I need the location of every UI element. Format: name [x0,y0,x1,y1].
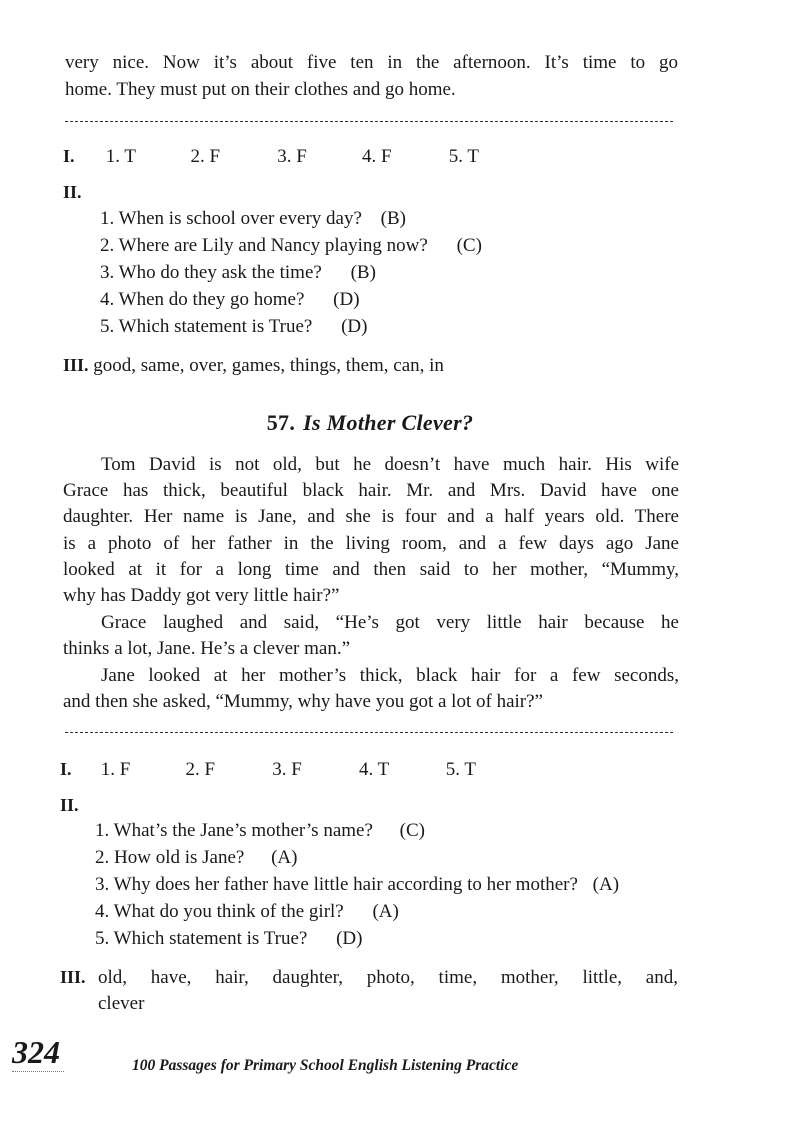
question-text: What do you think of the girl? [113,901,344,922]
question-answer: (C) [456,235,482,256]
s57-part1-answer: 1. F [100,759,131,780]
s56-question-row [100,287,360,314]
question-number: 5. [95,928,110,949]
dashed-divider [65,732,673,733]
s57-part3-label: III. [60,967,86,987]
question-number: 2. [95,847,110,868]
s57-part1-answer: 5. T [445,759,477,780]
s57-part3-words: old, have, hair, daughter, photo, time, mother, little, and, [98,967,678,988]
top-paragraph-line-2: home. They must put on their clothes and go home. [65,79,456,100]
question-text: Why does her father have little hair according to her mother? [113,874,578,895]
page-number: 324 [12,1034,60,1070]
s56-question-row [100,314,367,341]
question-number: 3. [100,262,115,283]
passage-line: Jane looked at her mother’s thick, black hair for a few seconds, [101,665,679,686]
s57-part1-row [60,756,476,784]
question-number: 4. [100,289,115,310]
passage-line: and then she asked, “Mummy, why have you got a lot of hair?” [63,691,543,712]
top-paragraph-line-1: very nice. Now it’s about five ten in the afternoon. It’s time to go [65,52,678,73]
s57-part3-words-cont: clever [98,993,145,1014]
passage-line: Grace laughed and said, “He’s got very little hair because he [101,612,679,633]
page-number-underline [12,1071,64,1072]
s57-question-row [95,845,297,872]
s57-question-row [95,818,425,845]
s56-part3-row [63,352,444,380]
question-number: 2. [100,235,115,256]
s56-part1-label: I. [63,146,75,166]
question-answer: (C) [399,820,425,841]
question-text: Who do they ask the time? [118,262,322,283]
s56-part1-answer: 5. T [448,146,480,167]
passage-line: looked at it for a long time and then said to her mother, “Mummy, [63,559,679,580]
question-text: When is school over every day? [118,208,362,229]
s56-part2-label: II. [63,182,82,202]
s57-part1-label: I. [60,759,72,779]
s56-question-row [100,260,376,287]
s57-part1-answer: 3. F [272,759,302,780]
question-text: When do they go home? [118,289,305,310]
s56-question-row [100,233,482,260]
question-answer: (A) [271,847,298,868]
question-number: 4. [95,901,110,922]
s56-part3-words: good, same, over, games, things, them, can, in [93,355,444,376]
question-text: How old is Jane? [114,847,245,868]
s56-part1-answer: 2. F [190,146,221,167]
question-number: 1. [100,208,115,229]
s56-part3-label: III. [63,355,89,375]
s57-part3-row [60,964,678,992]
question-number: 1. [95,820,110,841]
question-answer: (A) [372,901,399,922]
question-answer: (A) [592,874,620,895]
question-number: 3. [95,874,110,895]
question-answer: (D) [341,316,368,337]
page-title [0,410,740,436]
question-text: What’s the Jane’s mother’s name? [113,820,373,841]
question-answer: (B) [350,262,376,283]
book-title-footer: 100 Passages for Primary School English Listening Practice [132,1057,519,1074]
question-answer: (D) [336,928,363,949]
dashed-divider [65,121,673,122]
passage-line: Tom David is not old, but he doesn’t have much hair. His wife [101,454,679,475]
s56-part1-answer: 1. T [105,146,137,167]
question-text: Where are Lily and Nancy playing now? [118,235,428,256]
s56-part1-answer: 3. F [277,146,307,167]
passage-line: thinks a lot, Jane. He’s a clever man.” [63,638,351,659]
s57-question-row [95,872,619,899]
question-answer: (B) [380,208,406,229]
question-text: Which statement is True? [118,316,313,337]
s57-question-row [95,899,399,926]
s57-part2-label: II. [60,795,79,815]
question-answer: (D) [333,289,360,310]
passage-title: Is Mother Clever? [303,410,474,435]
s56-part1-answer: 4. F [362,146,392,167]
passage-number: 57. [266,410,296,435]
s56-question-row [100,206,406,233]
passage-line: Grace has thick, beautiful black hair. Mr. and Mrs. David have one [63,480,679,501]
s57-part1-answer: 4. T [359,759,390,780]
s57-part1-answer: 2. F [185,759,216,780]
question-number: 5. [100,316,115,337]
passage-line: is a photo of her father in the living room, and a few days ago Jane [63,533,679,554]
s56-part1-row [63,143,479,171]
question-text: Which statement is True? [113,928,308,949]
passage-line: why has Daddy got very little hair?” [63,585,340,606]
s57-question-row [95,926,362,953]
passage-line: daughter. Her name is Jane, and she is four and a half years old. There [63,506,679,527]
